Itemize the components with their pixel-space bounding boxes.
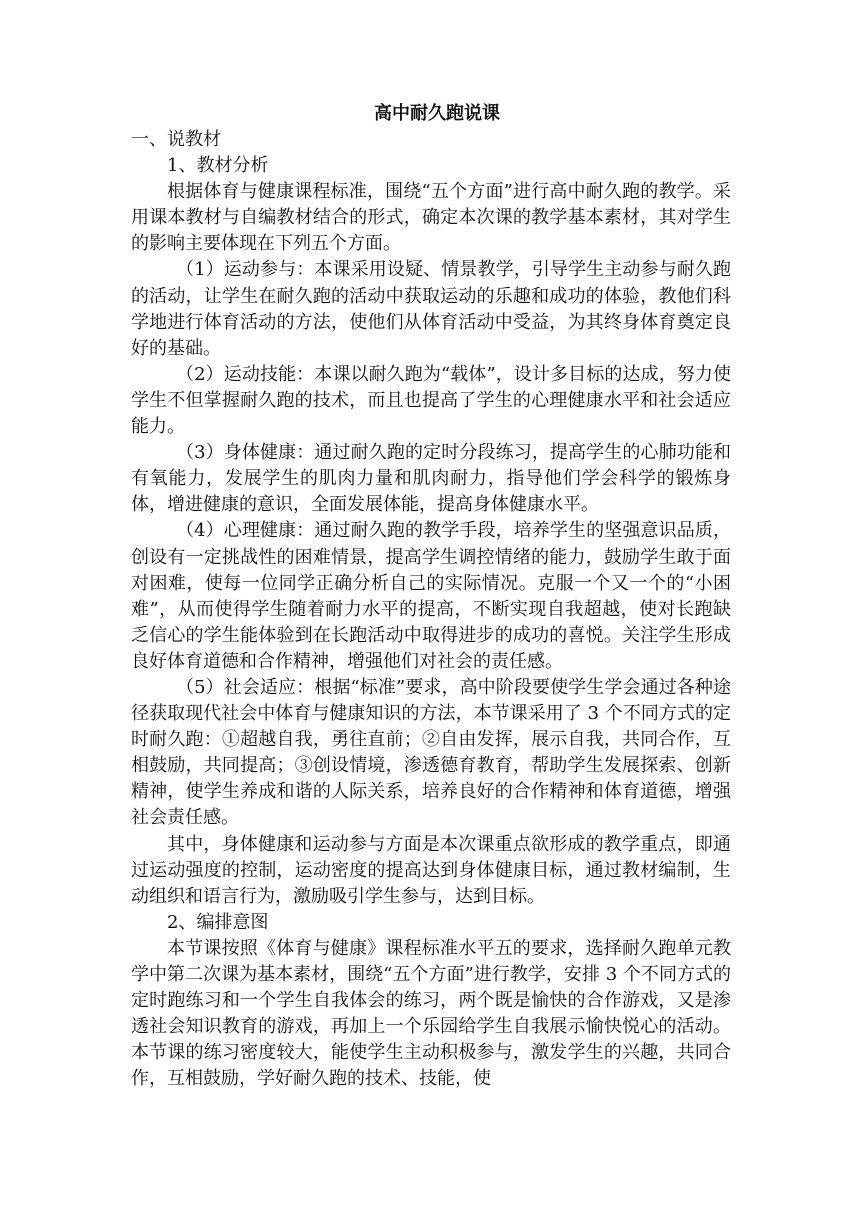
paragraph-teaching-focus: 其中，身体健康和运动参与方面是本次课重点欲形成的教学重点，即通过运动强度的控制，运动密度的提高达到身体健康目标，通过教材编制，生动组织和语言行为，激励吸引学生参与，达到目标。	[131, 833, 731, 907]
paragraph-physical-health: （3）身体健康：通过耐久跑的定时分段练习，提高学生的心肺功能和有氧能力，发展学生的肌肉力量和肌肉耐力，指导他们学会科学的锻炼身体，增进健康的意识，全面发展体能，提高身体健康水平。	[131, 442, 731, 516]
paragraph-mental-health: （4）心理健康：通过耐久跑的教学手段，培养学生的坚强意识品质，创设有一定挑战性的困难情景，提高学生调控情绪的能力，鼓励学生敢于面对困难，使每一位同学正确分析自己的实际情况。克服一个又一个的“小困难”，从而使得学生随着耐力水平的提高，不断实现自我超越，使对长跑缺乏信心的学生能体验到在长跑活动中取得进步的成功的喜悦。关注学生形成良好体育道德和合作精神，增强他们对社会的责任感。	[131, 520, 731, 672]
section-heading-teaching-material: 一、说教材	[131, 129, 221, 150]
subsection-heading-design-intent: 2、编排意图	[167, 911, 269, 933]
paragraph-sport-skills: （2）运动技能：本课以耐久跑为“载体”，设计多目标的达成，努力使学生不但掌握耐久跑的技术，而且也提高了学生的心理健康水平和社会适应能力。	[131, 363, 731, 438]
paragraph-intro: 根据体育与健康课程标准，围绕“五个方面”进行高中耐久跑的教学。采用课本教材与自编教材结合的形式，确定本次课的教学基本素材，其对学生的影响主要体现在下列五个方面。	[131, 181, 731, 255]
subsection-heading-analysis: 1、教材分析	[167, 155, 269, 177]
paragraph-sport-participation: （1）运动参与：本课采用设疑、情景教学，引导学生主动参与耐久跑的活动，让学生在耐久跑的活动中获取运动的乐趣和成功的体验，教他们科学地进行体育活动的方法，使他们从体育活动中受益，为其终身体育奠定良好的基础。	[131, 259, 731, 359]
document-title: 高中耐久跑说课	[374, 103, 500, 124]
paragraph-design-intent: 本节课按照《体育与健康》课程标准水平五的要求，选择耐久跑单元教学中第二次课为基本素材，围绕“五个方面”进行教学，安排 3 个不同方式的定时跑练习和一个学生自我体会的练习，两个既是愉快的合作游戏，又是渗透社会知识教育的游戏，再加上一个乐园给学生自我展示愉快悦心的活动。本节课的练习密度较大，能使学生主动积极参与，激发学生的兴趣，共同合作，互相鼓励，学好耐久跑的技术、技能，使	[131, 937, 731, 1090]
document-body	[131, 101, 731, 1092]
paragraph-social-adaptation: （5）社会适应：根据“标准”要求，高中阶段要使学生学会通过各种途径获取现代社会中体育与健康知识的方法，本节课采用了 3 个不同方式的定时耐久跑：①超越自我，勇往直前；②自由发挥，展示自我，共同合作，互相鼓励，共同提高；③创设情境，渗透德育教育，帮助学生发展探索、创新精神，使学生养成和谐的人际关系，培养良好的合作精神和体育道德，增强社会责任感。	[131, 676, 731, 829]
